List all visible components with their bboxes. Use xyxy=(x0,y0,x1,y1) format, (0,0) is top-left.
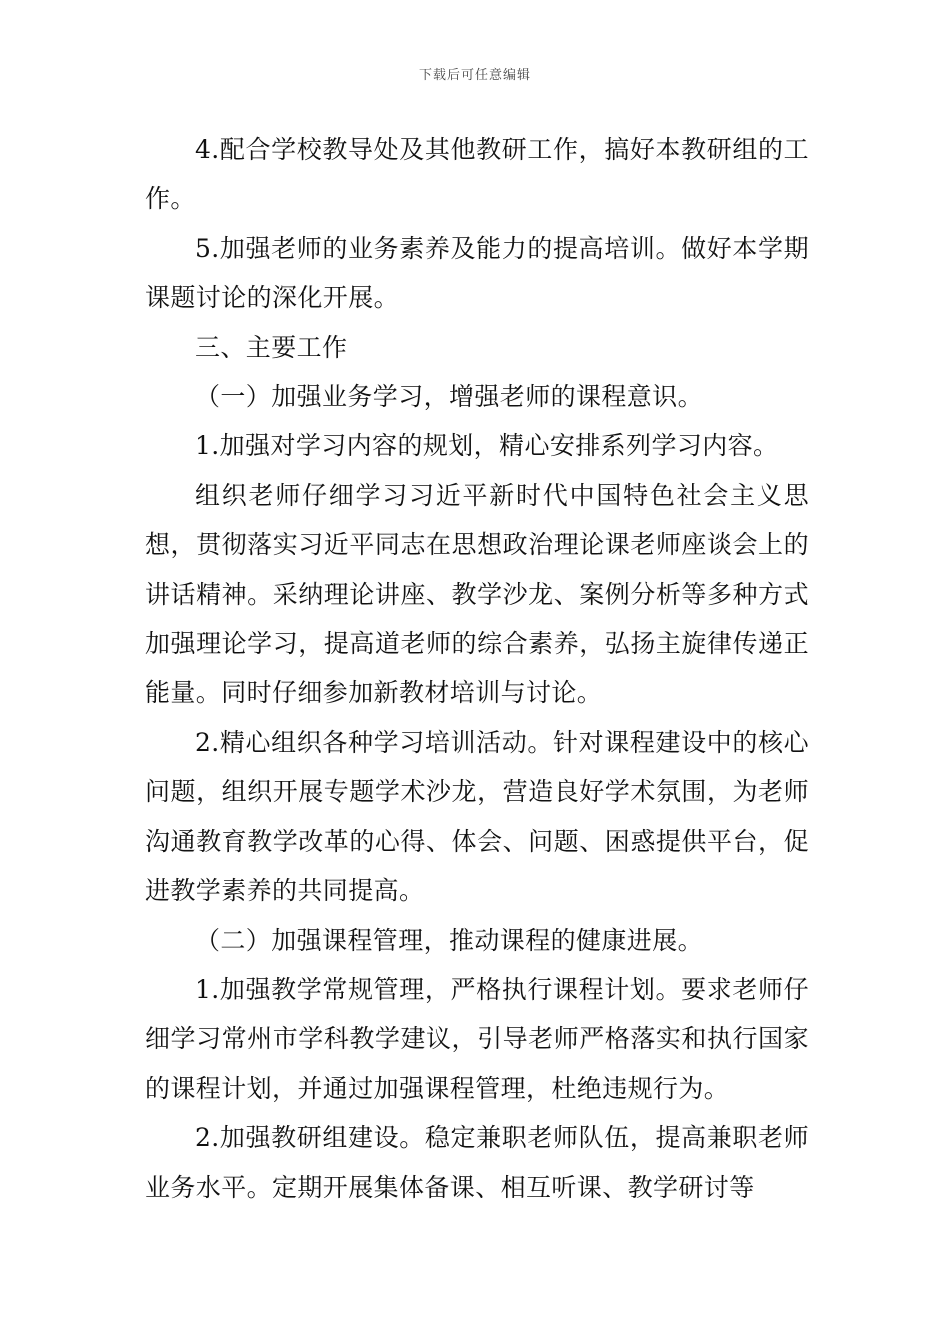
section-heading-main-work: 三、主要工作 xyxy=(195,332,348,362)
paragraph-study-plan: 1.加强对学习内容的规划，精心安排系列学习内容。 xyxy=(195,431,779,461)
subsection-heading-1: （一）加强业务学习，增强老师的课程意识。 xyxy=(195,382,704,412)
document-body xyxy=(145,125,809,1212)
paragraph-item-5: 5.加强老师的业务素养及能力的提高培训。做好本学期课题讨论的深化开展。 xyxy=(145,233,809,313)
paragraph-item-4: 4.配合学校教导处及其他教研工作，搞好本教研组的工作。 xyxy=(145,135,809,214)
paragraph-group-building: 2.加强教研组建设。稳定兼职老师队伍，提高兼职老师业务水平。定期开展集体备课、相互听课、教学研讨等 xyxy=(145,1123,809,1202)
page-header: 下载后可任意编辑 xyxy=(418,68,531,83)
paragraph-training-activities: 2.精心组织各种学习培训活动。针对课程建设中的核心问题，组织开展专题学术沙龙，营造良好学术氛围，为老师沟通教育教学改革的心得、体会、问题、困惑提供平台，促进教学素养的共同提高。 xyxy=(145,727,809,906)
paragraph-theory-study: 组织老师仔细学习习近平新时代中国特色社会主义思想，贯彻落实习近平同志在思想政治理论课老师座谈会上的讲话精神。采纳理论讲座、教学沙龙、案例分析等多种方式加强理论学习，提高道老师的综合素养，弘扬主旋律传递正能量。同时仔细参加新教材培训与讨论。 xyxy=(145,480,809,708)
subsection-heading-2: （二）加强课程管理，推动课程的健康进展。 xyxy=(195,925,704,955)
paragraph-routine-management: 1.加强教学常规管理，严格执行课程计划。要求老师仔细学习常州市学科教学建议，引导老师严格落实和执行国家的课程计划，并通过加强课程管理，杜绝违规行为。 xyxy=(145,974,809,1103)
